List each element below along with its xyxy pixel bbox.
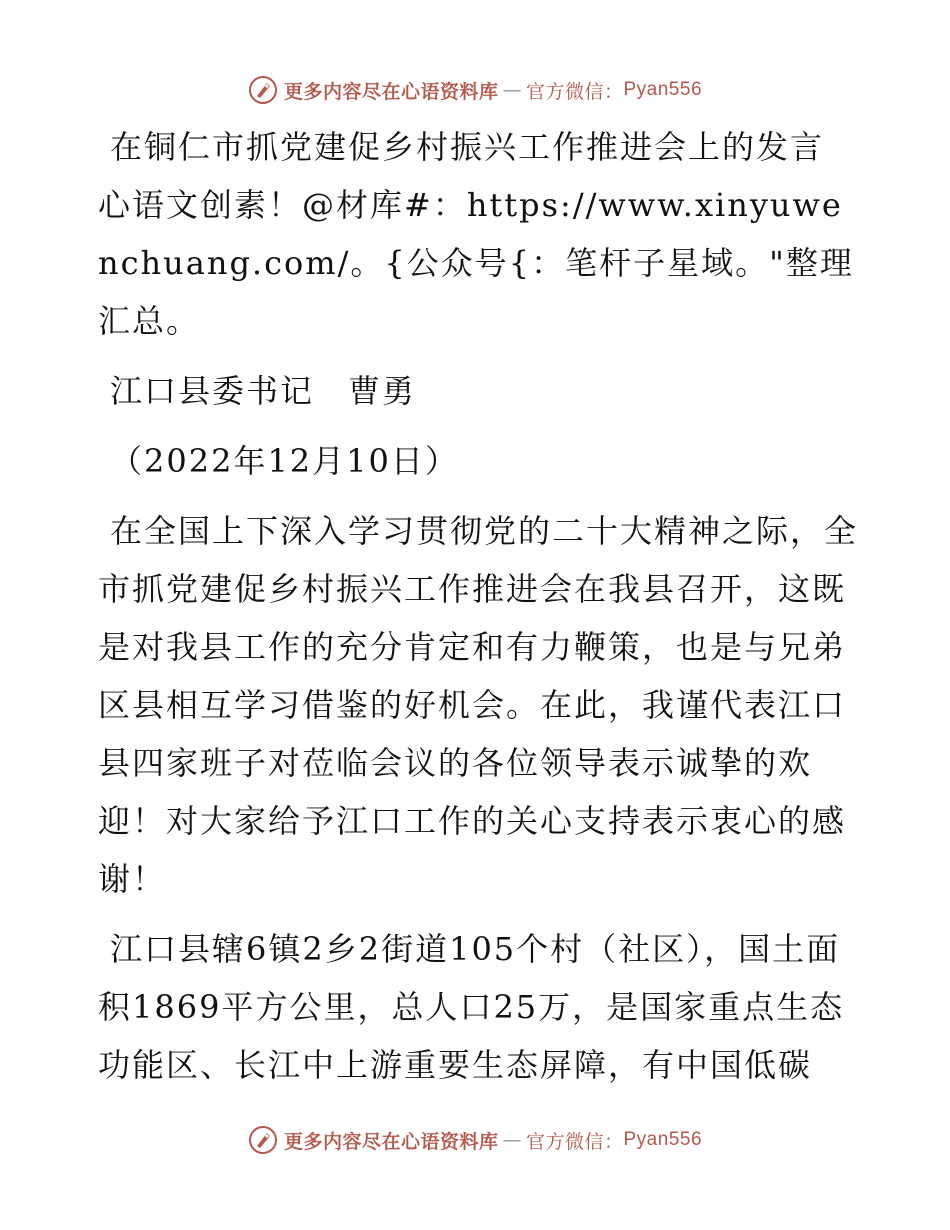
footer-watermark bbox=[0, 1120, 950, 1160]
watermark-label: 官方微信： bbox=[525, 80, 624, 103]
watermark-id: Pyan556 bbox=[623, 1129, 703, 1150]
watermark-id: Pyan556 bbox=[623, 79, 703, 100]
watermark-main-text: 更多内容尽在心语资料库 bbox=[283, 80, 499, 103]
paragraph-1: 在全国上下深入学习贯彻党的二十大精神之际，全市抓党建促乡村振兴工作推进会在我县召开，这既是对我县工作的充分肯定和有力鞭策，也是与兄弟区县相互学习借鉴的好机会。在此，我谨代表江口县四家班子对莅临会议的各位领导表示诚挚的欢迎！对大家给予江口工作的关心支持表示衷心的感谢！ bbox=[98, 512, 859, 898]
pen-nib-icon bbox=[248, 1125, 278, 1155]
document-body bbox=[98, 118, 858, 1106]
watermark-separator: — bbox=[502, 1129, 522, 1151]
source-note: 心语文创素！@材库#：https://www.xinyuwenchuang.com/。{公众号{：笔杆子星域。"整理汇总。 bbox=[98, 186, 854, 340]
document-title: 在铜仁市抓党建促乡村振兴工作推进会上的发言 bbox=[110, 128, 825, 166]
paragraph-2: 江口县辖6镇2乡2街道105个村（社区），国土面积1869平方公里，总人口25万，是国家重点生态功能区、长江中上游重要生态屏障，有中国低碳 bbox=[98, 930, 845, 1084]
header-watermark bbox=[0, 70, 950, 110]
watermark-separator: — bbox=[502, 79, 522, 101]
watermark-main-text: 更多内容尽在心语资料库 bbox=[283, 1130, 499, 1153]
watermark-label: 官方微信： bbox=[525, 1130, 624, 1153]
date-line: （2022年12月10日） bbox=[110, 442, 459, 480]
pen-nib-icon bbox=[248, 75, 278, 105]
author-line: 江口县委书记 曹勇 bbox=[110, 372, 417, 410]
